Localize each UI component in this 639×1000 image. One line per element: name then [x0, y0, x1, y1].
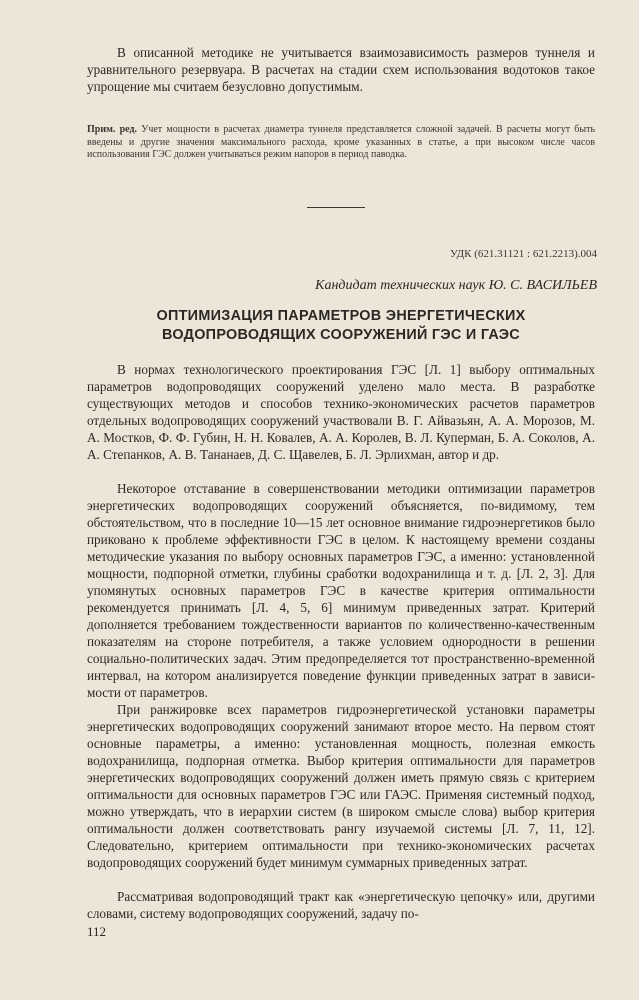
author-line: Кандидат технических наук Ю. С. ВАСИЛЬЕВ [315, 278, 597, 293]
editor-note [87, 124, 595, 162]
intro-paragraph: В описанной методике не учитывается взаимозависимость размеров туннеля и уравнительного резервуара. В расчетах на стадии схем использования водотоков такое упрощение мы считаем безусловно допустимым. [87, 45, 595, 94]
udc-code: УДК (621.31121 : 621.2213).004 [450, 248, 597, 260]
body-paragraph-3: При ранжировке всех параметров гидроэнергетической установки параметры энергетических водопроводящих сооружений занимают второе место. На первом стоят основные параметры, а именно: установленная мощность, полезная емкость водохранилища, подпорная отметка. Выбор критерия оптимальности для параметров энергетических водопроводящих сооружений должен иметь прямую связь с критерием оптимальности для основных параметров ГЭС или ГАЭС. Применяя системный подход, можно утверждать, что в иерархии систем (в широком смысле слова) выбор критерия оптимальности должен соответствовать рангу изучаемой системы [Л. 7, 11, 12]. Следовательно, критерием оптимальности при технико-экономических расчетах водопроводящих сооружений будет минимум суммарных приведенных затрат. [87, 702, 595, 870]
editor-note-label: Прим. ред. [87, 124, 138, 135]
body-paragraph-1: В нормах технологического проектирования ГЭС [Л. 1] выбору оптимальных параметров водопроводящих сооружений уделено мало места. В разработке существующих методов и способов технико-экономических расчетов параметров отдельных водопроводящих сооружений участвовали В. Г. Айвазьян, А. А. Морозов, М. А. Мостков, Ф. Ф. Губин, Н. Н. Ковалев, А. А. Королев, В. Л. Куперман, Б. А. Соколов, А. А. Степанков, А. В. Тананаев, Д. С. Щавелев, Б. Л. Эрлихман, автор и др. [87, 362, 595, 462]
article-title-line-2: ВОДОПРОВОДЯЩИХ СООРУЖЕНИЙ ГЭС И ГАЭС [162, 327, 520, 343]
section-divider [307, 207, 365, 208]
article-title [87, 307, 595, 345]
editor-note-text: Учет мощности в расчетах диаметра туннеля представляется сложной задачей. В расчеты могут быть введены и другие значения максимального расхода, кроме указанных в статье, а при высоком числе часов использования ГЭС должен учитываться режим напоров в период паводка. [87, 124, 595, 161]
body-paragraph-4: Рассматривая водопроводящий тракт как «энергетическую цепочку» или, другими словами, систему водопроводящих сооружений, задачу по- [87, 889, 595, 921]
page-number: 112 [87, 924, 107, 939]
article-title-line-1: ОПТИМИЗАЦИЯ ПАРАМЕТРОВ ЭНЕРГЕТИЧЕСКИХ [156, 308, 526, 324]
body-paragraph-2: Некоторое отставание в совершенствовании методики оптимизации параметров энергетических водопроводящих сооружений объясняется, по-видимому, тем обстоятельством, что в последние 10—15 лет основное внимание гидроэнергетиков было приковано к проблеме эффективности ГЭС в целом. К настоящему времени созданы методические указания по выбору основных параметров ГЭС, а именно: установленной мощности, подпорной отметки, глубины сработки водохранилища и т. д. [Л. 2, 3]. Для упомянутых основных параметров ГЭС в качестве критерия оптимальности рекомендуется принимать [Л. 4, 5, 6] минимум приведенных затрат. Критерий дополняется требованием тождественности вариантов по количественно-качественным показателям на стороне потребителя, а также условием однородности в решении социально-политических задач. Этим предопределяется тот пространственно-временной интервал, на котором анализируется поведение функции приведенных затрат в зависимости от параметров. [87, 481, 595, 700]
